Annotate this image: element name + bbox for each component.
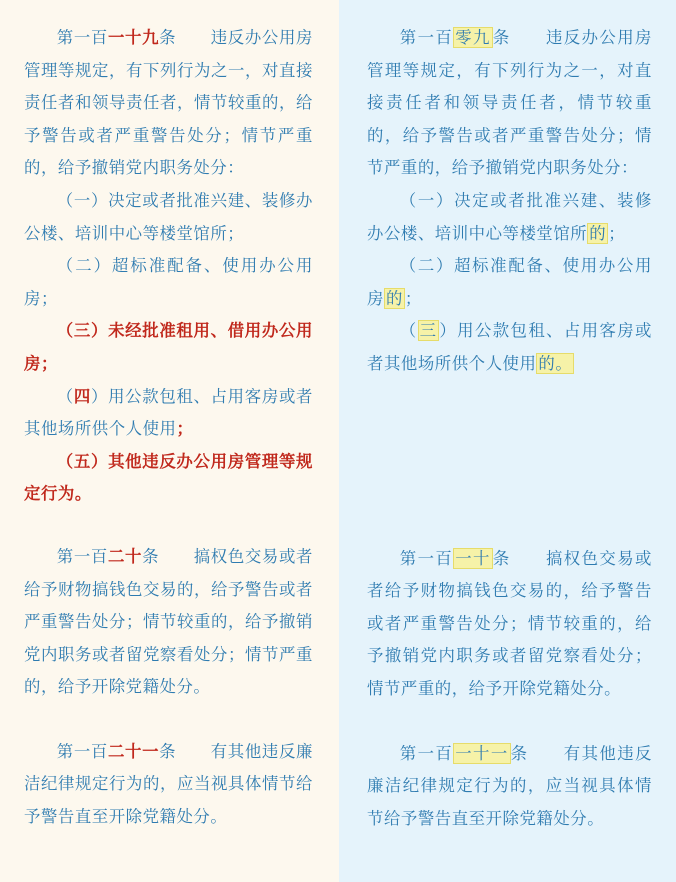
article-121-pre: 第一百 [56, 741, 108, 761]
article-111-body: 有其他违反廉洁纪律规定行为的，应当视具体情节给予警告直至开除党籍处分。 [367, 743, 652, 828]
article-110 [367, 543, 652, 706]
item-1-added: 的 [589, 223, 607, 243]
article-109-item-2 [367, 250, 652, 315]
article-121-text [24, 736, 313, 834]
article-109-post: 条 [492, 28, 511, 47]
right-column [339, 0, 676, 882]
article-119-item-4 [24, 381, 313, 446]
item-1-end: ； [608, 223, 626, 243]
article-119-item-2: （二）超标准配备、使用办公用房； [24, 256, 313, 308]
article-121-post: 条 [159, 741, 177, 761]
article-119-lead [24, 22, 313, 185]
article-109-item-1 [367, 185, 652, 250]
item-3-text: ）用公款包租、占用客房或者其他场所供个人使用 [367, 321, 652, 373]
item-4-text: ）用公款包租、占用客房或者其他场所供个人使用 [24, 386, 313, 439]
article-119-item-1: （一）决定或者批准兴建、装修办公楼、培训中心等楼堂馆所； [24, 190, 313, 243]
item-3-number: 三 [419, 321, 438, 341]
article-119-post: 条 [159, 28, 177, 47]
article-109-item-3 [367, 315, 652, 380]
article-120-text [24, 541, 313, 704]
article-119-item-5: （五）其他违反办公用房管理等规定行为。 [24, 451, 313, 504]
article-120-number: 二十 [107, 546, 143, 566]
article-120 [24, 541, 313, 704]
article-109-lead [367, 22, 652, 185]
item-3-added: 的。 [538, 353, 573, 373]
article-109-number: 零九 [455, 28, 491, 47]
article-111-text [367, 738, 652, 836]
item-4-open: （ [56, 386, 74, 406]
article-110-pre: 第一百 [399, 548, 454, 568]
item-2-added: 的 [385, 288, 403, 308]
item-2-text: （二）超标准配备、使用办公用房 [367, 256, 652, 308]
article-120-pre: 第一百 [56, 546, 108, 566]
article-111 [367, 738, 652, 836]
article-119-item-3: （三）未经批准租用、借用办公用房； [24, 321, 313, 373]
article-119-number: 一十九 [107, 28, 160, 47]
article-110-number: 一十 [455, 548, 491, 568]
item-3-open: （ [399, 321, 418, 341]
article-110-body: 搞权色交易或者给予财物搞钱色交易的，给予警告或者严重警告处分；情节较重的，给予撤销党内职务或者留党察看处分；情节严重的，给予开除党籍处分。 [367, 548, 652, 698]
item-1-text: （一）决定或者批准兴建、装修办公楼、培训中心等楼堂馆所 [367, 190, 652, 243]
article-111-post: 条 [510, 743, 529, 763]
article-109-lead-text: 违反办公用房管理等规定，有下列行为之一，对直接责任者和领导责任者，情节较重的，给予警告或者严重警告处分；情节严重的，给予撤销党内职务处分： [367, 28, 652, 178]
article-120-post: 条 [142, 546, 160, 566]
article-111-number: 一十一 [455, 743, 509, 763]
article-121-number: 二十一 [107, 741, 160, 761]
item-4-number: 四 [73, 386, 91, 406]
article-119-lead-text: 违反办公用房管理等规定，有下列行为之一，对直接责任者和领导责任者，情节较重的，给予警告或者严重警告处分；情节严重的，给予撤销党内职务处分： [24, 28, 313, 178]
article-110-post: 条 [492, 548, 511, 568]
article-109 [367, 22, 652, 381]
item-4-end: ； [176, 419, 194, 439]
article-119-pre: 第一百 [56, 28, 108, 47]
article-120-body: 搞权色交易或者给予财物搞钱色交易的，给予警告或者严重警告处分；情节较重的，给予撤销党内职务或者留党察看处分；情节严重的，给予开除党籍处分。 [24, 546, 313, 697]
article-119 [24, 22, 313, 511]
article-111-pre: 第一百 [399, 743, 454, 763]
article-121 [24, 736, 313, 834]
article-109-pre: 第一百 [399, 28, 454, 47]
article-110-text [367, 543, 652, 706]
article-121-body: 有其他违反廉洁纪律规定行为的，应当视具体情节给予警告直至开除党籍处分。 [24, 741, 313, 827]
item-2-end: ； [404, 288, 422, 308]
